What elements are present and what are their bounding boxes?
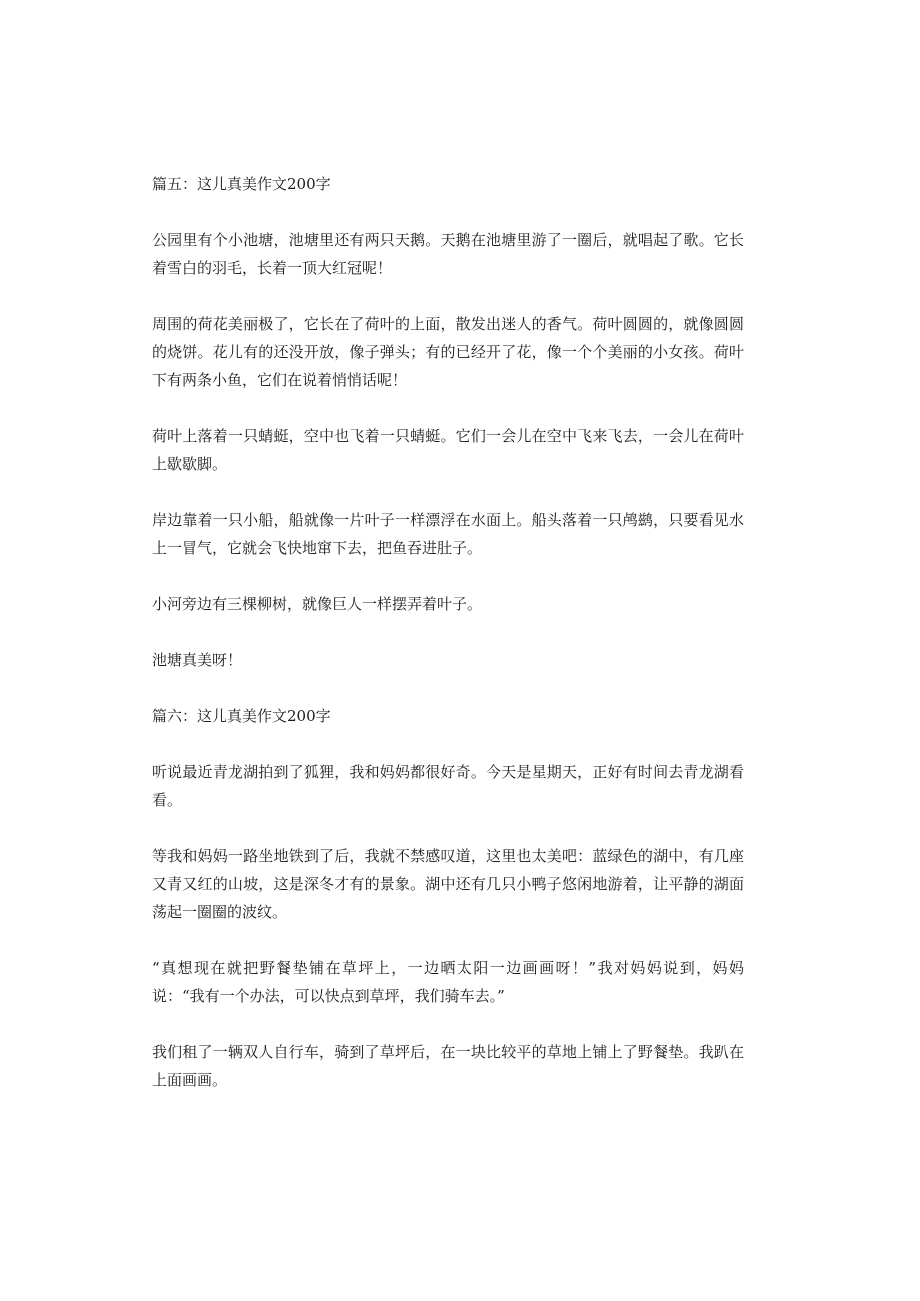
section-heading-5: 篇五：这儿真美作文200字 — [152, 175, 331, 193]
section-heading-6: 篇六：这儿真美作文200字 — [152, 707, 331, 725]
paragraph: 等我和妈妈一路坐地铁到了后，我就不禁感叹道，这里也太美吧：蓝绿色的湖中，有几座又青又红的山坡，这是深冬才有的景象。湖中还有几只小鸭子悠闲地游着，让平静的湖面荡起一圈圈的波纹。 — [152, 847, 744, 921]
paragraph: 荷叶上落着一只蜻蜓，空中也飞着一只蜻蜓。它们一会儿在空中飞来飞去，一会儿在荷叶上歇歇脚。 — [152, 427, 744, 473]
paragraph: “真想现在就把野餐垫铺在草坪上，一边晒太阳一边画画呀！”我对妈妈说到，妈妈说：“我有一个办法，可以快点到草坪，我们骑车去。” — [152, 959, 744, 1005]
paragraph: 公园里有个小池塘，池塘里还有两只天鹅。天鹅在池塘里游了一圈后，就唱起了歌。它长着雪白的羽毛，长着一顶大红冠呢！ — [152, 231, 744, 277]
paragraph: 周围的荷花美丽极了，它长在了荷叶的上面，散发出迷人的香气。荷叶圆圆的，就像圆圆的烧饼。花儿有的还没开放，像子弹头；有的已经开了花，像一个个美丽的小女孩。荷叶下有两条小鱼，它们在说着悄悄话呢！ — [152, 315, 744, 389]
paragraph: 听说最近青龙湖拍到了狐狸，我和妈妈都很好奇。今天是星期天，正好有时间去青龙湖看看。 — [152, 763, 744, 809]
document-body — [152, 170, 744, 1122]
paragraph: 我们租了一辆双人自行车，骑到了草坪后，在一块比较平的草地上铺上了野餐垫。我趴在上面画画。 — [152, 1043, 744, 1089]
paragraph: 岸边靠着一只小船，船就像一片叶子一样漂浮在水面上。船头落着一只鸬鹚，只要看见水上一冒气，它就会飞快地窜下去，把鱼吞进肚子。 — [152, 511, 744, 557]
paragraph: 池塘真美呀！ — [152, 651, 243, 669]
paragraph: 小河旁边有三棵柳树，就像巨人一样摆弄着叶子。 — [152, 595, 483, 613]
